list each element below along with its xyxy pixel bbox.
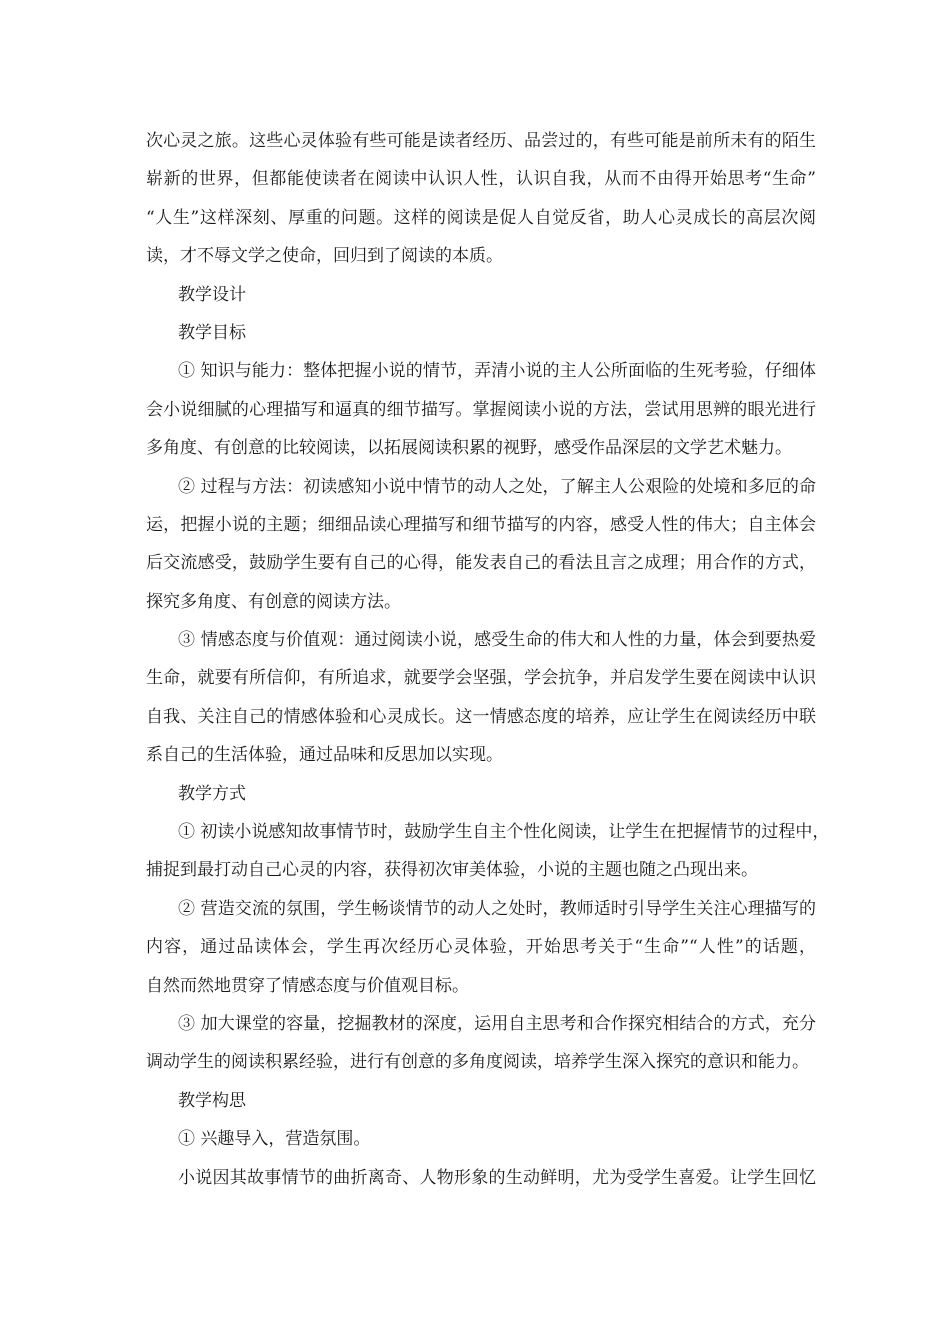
text-line: 会小说细腻的心理描写和逼真的细节描写。掌握阅读小说的方法，尝试用思辨的眼光进行: [146, 399, 816, 420]
text-line: 生命，就要有所信仰，有所追求，就要学会坚强，学会抗争，并启发学生要在阅读中认识: [146, 668, 816, 689]
text-line: ① 知识与能力：整体把握小说的情节，弄清小说的主人公所面临的生死考验，仔细体: [178, 361, 816, 382]
text-line: ③ 情感态度与价值观：通过阅读小说，感受生命的伟大和人性的力量，体会到要热爱: [178, 630, 816, 651]
text-line: ① 兴趣导入，营造氛围。: [178, 1129, 371, 1150]
text-line: 多角度、有创意的比较阅读，以拓展阅读积累的视野，感受作品深层的文学艺术魅力。: [146, 438, 792, 459]
section-heading: 教学构思: [178, 1090, 246, 1111]
text-line: “人生”这样深刻、厚重的问题。这样的阅读是促人自觉反省，助人心灵成长的高层次阅: [146, 207, 816, 228]
document-body: [146, 122, 830, 1197]
text-line: 运，把握小说的主题；细细品读心理描写和细节描写的内容，感受人性的伟大；自主体会: [146, 514, 816, 535]
text-line: 后交流感受，鼓励学生要有自己的心得，能发表自己的看法且言之成理；用合作的方式，: [146, 553, 816, 574]
text-line: ② 过程与方法：初读感知小说中情节的动人之处，了解主人公艰险的处境和多厄的命: [178, 476, 816, 497]
text-line: 小说因其故事情节的曲折离奇、人物形象的生动鲜明，尤为受学生喜爱。让学生回忆: [178, 1167, 816, 1188]
section-heading: 教学目标: [178, 322, 246, 343]
text-line: 读，才不辱文学之使命，回归到了阅读的本质。: [146, 246, 503, 267]
text-line: 系自己的生活体验，通过品味和反思加以实现。: [146, 745, 503, 766]
text-line: 捕捉到最打动自己心灵的内容，获得初次审美体验，小说的主题也随之凸现出来。: [146, 860, 758, 881]
text-line: 次心灵之旅。这些心灵体验有些可能是读者经历、品尝过的，有些可能是前所未有的陌生: [146, 131, 816, 151]
text-line: ① 初读小说感知故事情节时，鼓励学生自主个性化阅读，让学生在把握情节的过程中，: [178, 822, 830, 843]
text-line: 探究多角度、有创意的阅读方法。: [146, 591, 401, 612]
text-line: 内容，通过品读体会，学生再次经历心灵体验，开始思考关于“生命”“人性”的话题，: [146, 937, 816, 958]
text-line: ③ 加大课堂的容量，挖掘教材的深度，运用自主思考和合作探究相结合的方式，充分: [178, 1013, 816, 1034]
text-line: 调动学生的阅读积累经验，进行有创意的多角度阅读，培养学生深入探究的意识和能力。: [146, 1052, 809, 1073]
text-line: 自我、关注自己的情感体验和心灵成长。这一情感态度的培养，应让学生在阅读经历中联: [146, 706, 816, 727]
text-line: ② 营造交流的氛围，学生畅谈情节的动人之处时，教师适时引导学生关注心理描写的: [178, 898, 816, 919]
text-line: 自然而然地贯穿了情感态度与价值观目标。: [146, 975, 469, 996]
section-heading: 教学设计: [178, 284, 246, 305]
section-heading: 教学方式: [178, 783, 246, 804]
text-line: 崭新的世界，但都能使读者在阅读中认识人性，认识自我，从而不由得开始思考“生命”: [146, 169, 816, 190]
